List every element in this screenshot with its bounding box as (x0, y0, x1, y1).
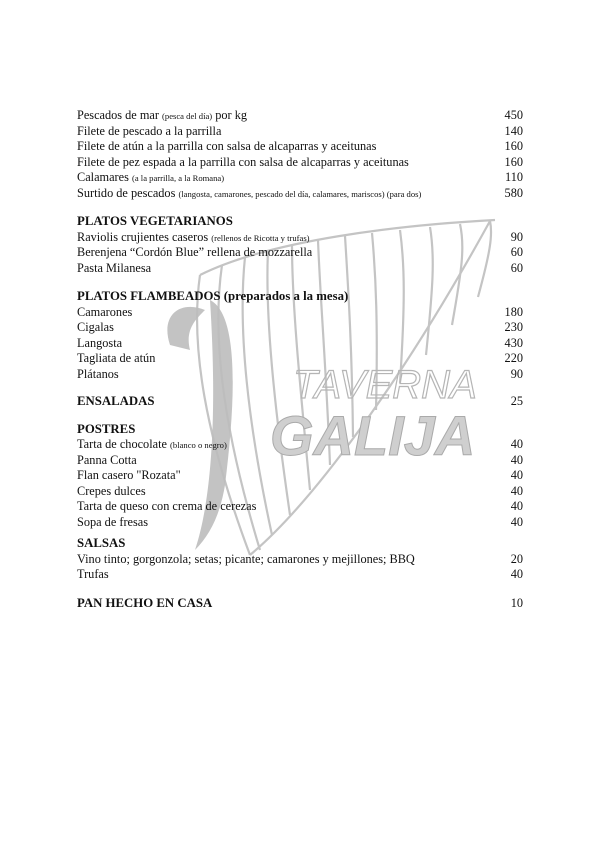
menu-item-name: Tarta de chocolate (blanco o negro) (77, 437, 227, 451)
menu-item-row (77, 499, 523, 515)
menu-item-row (77, 124, 523, 140)
menu-item-price: 160 (504, 154, 523, 169)
menu-item-row (77, 305, 523, 321)
menu-item-price: 20 (510, 551, 523, 566)
menu-item-row (77, 567, 523, 583)
menu-item-price: 580 (504, 185, 523, 200)
menu-item-name: Surtido de pescados (langosta, camarones, pescado del día, calamares, mariscos) (para dos) (77, 185, 422, 200)
section-heading-bread: PAN HECHO EN CASA 10 (77, 595, 523, 610)
bread-price: 10 (510, 595, 523, 610)
menu-item-row (77, 515, 523, 531)
menu-item-name: Calamares (a la parrilla, a la Romana) (77, 170, 225, 184)
watermark-text-taverna: TAVERNA (293, 363, 477, 407)
menu-item-name: Flan casero "Rozata" (77, 468, 181, 482)
salads-price: 25 (510, 394, 523, 408)
watermark-text-galija: GALIJA (270, 404, 476, 467)
menu-item-row (77, 437, 523, 453)
section-heading-flambe: PLATOS FLAMBEADOS (preparados a la mesa) (77, 289, 349, 303)
fish-section (77, 108, 523, 201)
menu-item-price: 90 (510, 366, 523, 381)
menu-item-row (77, 468, 523, 484)
menu-item-price: 40 (510, 468, 523, 482)
menu-item-row (77, 186, 523, 202)
menu-item-price: 230 (504, 320, 523, 334)
menu-item-price: 40 (510, 567, 523, 581)
menu-item-row (77, 230, 523, 246)
menu-item-row (77, 351, 523, 367)
menu-item-price: 60 (510, 260, 523, 275)
menu-item-price: 220 (504, 351, 523, 365)
menu-item-price: 110 (505, 170, 523, 184)
menu-item-row (77, 155, 523, 171)
menu-item-row (77, 453, 523, 469)
desserts-section (77, 422, 523, 531)
menu-item-price: 40 (510, 437, 523, 451)
menu-item-price: 40 (510, 483, 523, 498)
menu-item-name: Panna Cotta (77, 452, 137, 467)
menu-item-row (77, 336, 523, 352)
sauces-section (77, 536, 523, 583)
menu-item-name: Plátanos (77, 366, 119, 381)
flambe-section (77, 289, 523, 382)
menu-item-name: Raviolis crujientes caseros (rellenos de Ricotta y trufas) (77, 229, 310, 244)
menu-item-name: Tagliata de atún (77, 351, 156, 365)
section-heading-sauces: SALSAS (77, 536, 126, 550)
menu-item-name: Vino tinto; gorgonzola; setas; picante; camarones y mejillones; BBQ (77, 551, 415, 566)
menu-item-row (77, 170, 523, 186)
menu-item-row (77, 552, 523, 568)
menu-item-price: 180 (504, 304, 523, 319)
menu-item-name: Trufas (77, 567, 109, 581)
menu-item-name: Crepes dulces (77, 483, 146, 498)
menu-item-name: Sopa de fresas (77, 514, 149, 529)
menu-item-price: 160 (504, 139, 523, 153)
menu-item-price: 90 (510, 229, 523, 244)
menu-item-row (77, 139, 523, 155)
menu-item-name: Pescados de mar (pesca del día) por kg (77, 108, 247, 122)
menu-item-price: 430 (504, 335, 523, 350)
menu-item-name: Cigalas (77, 320, 114, 334)
menu-item-price: 40 (510, 452, 523, 467)
menu-item-name: Filete de pescado a la parrilla (77, 123, 222, 138)
menu-item-row (77, 484, 523, 500)
menu-item-row (77, 261, 523, 277)
section-heading-vegetarian: PLATOS VEGETARIANOS (77, 214, 233, 228)
menu-item-name: Tarta de queso con crema de cerezas (77, 499, 257, 513)
menu-item-price: 40 (510, 514, 523, 529)
section-heading-desserts: POSTRES (77, 421, 136, 436)
menu-item-price: 140 (504, 123, 523, 138)
section-heading-salads: ENSALADAS 25 (77, 394, 523, 408)
menu-item-row (77, 245, 523, 261)
menu-item-price: 60 (510, 245, 523, 259)
menu-item-name: Berenjena “Cordón Blue” rellena de mozzarella (77, 245, 313, 259)
menu-item-name: Filete de pez espada a la parrilla con salsa de alcaparras y aceitunas (77, 154, 409, 169)
menu-item-row (77, 367, 523, 383)
menu-item-name: Langosta (77, 335, 123, 350)
menu-item-name: Pasta Milanesa (77, 260, 152, 275)
menu-item-price: 40 (510, 499, 523, 513)
menu-item-name: Filete de atún a la parrilla con salsa de alcaparras y aceitunas (77, 139, 377, 153)
menu-list (77, 108, 523, 611)
menu-item-name: Camarones (77, 304, 133, 319)
menu-item-row (77, 108, 523, 124)
menu-item-price: 450 (504, 108, 523, 122)
menu-item-row (77, 320, 523, 336)
vegetarian-section (77, 214, 523, 276)
